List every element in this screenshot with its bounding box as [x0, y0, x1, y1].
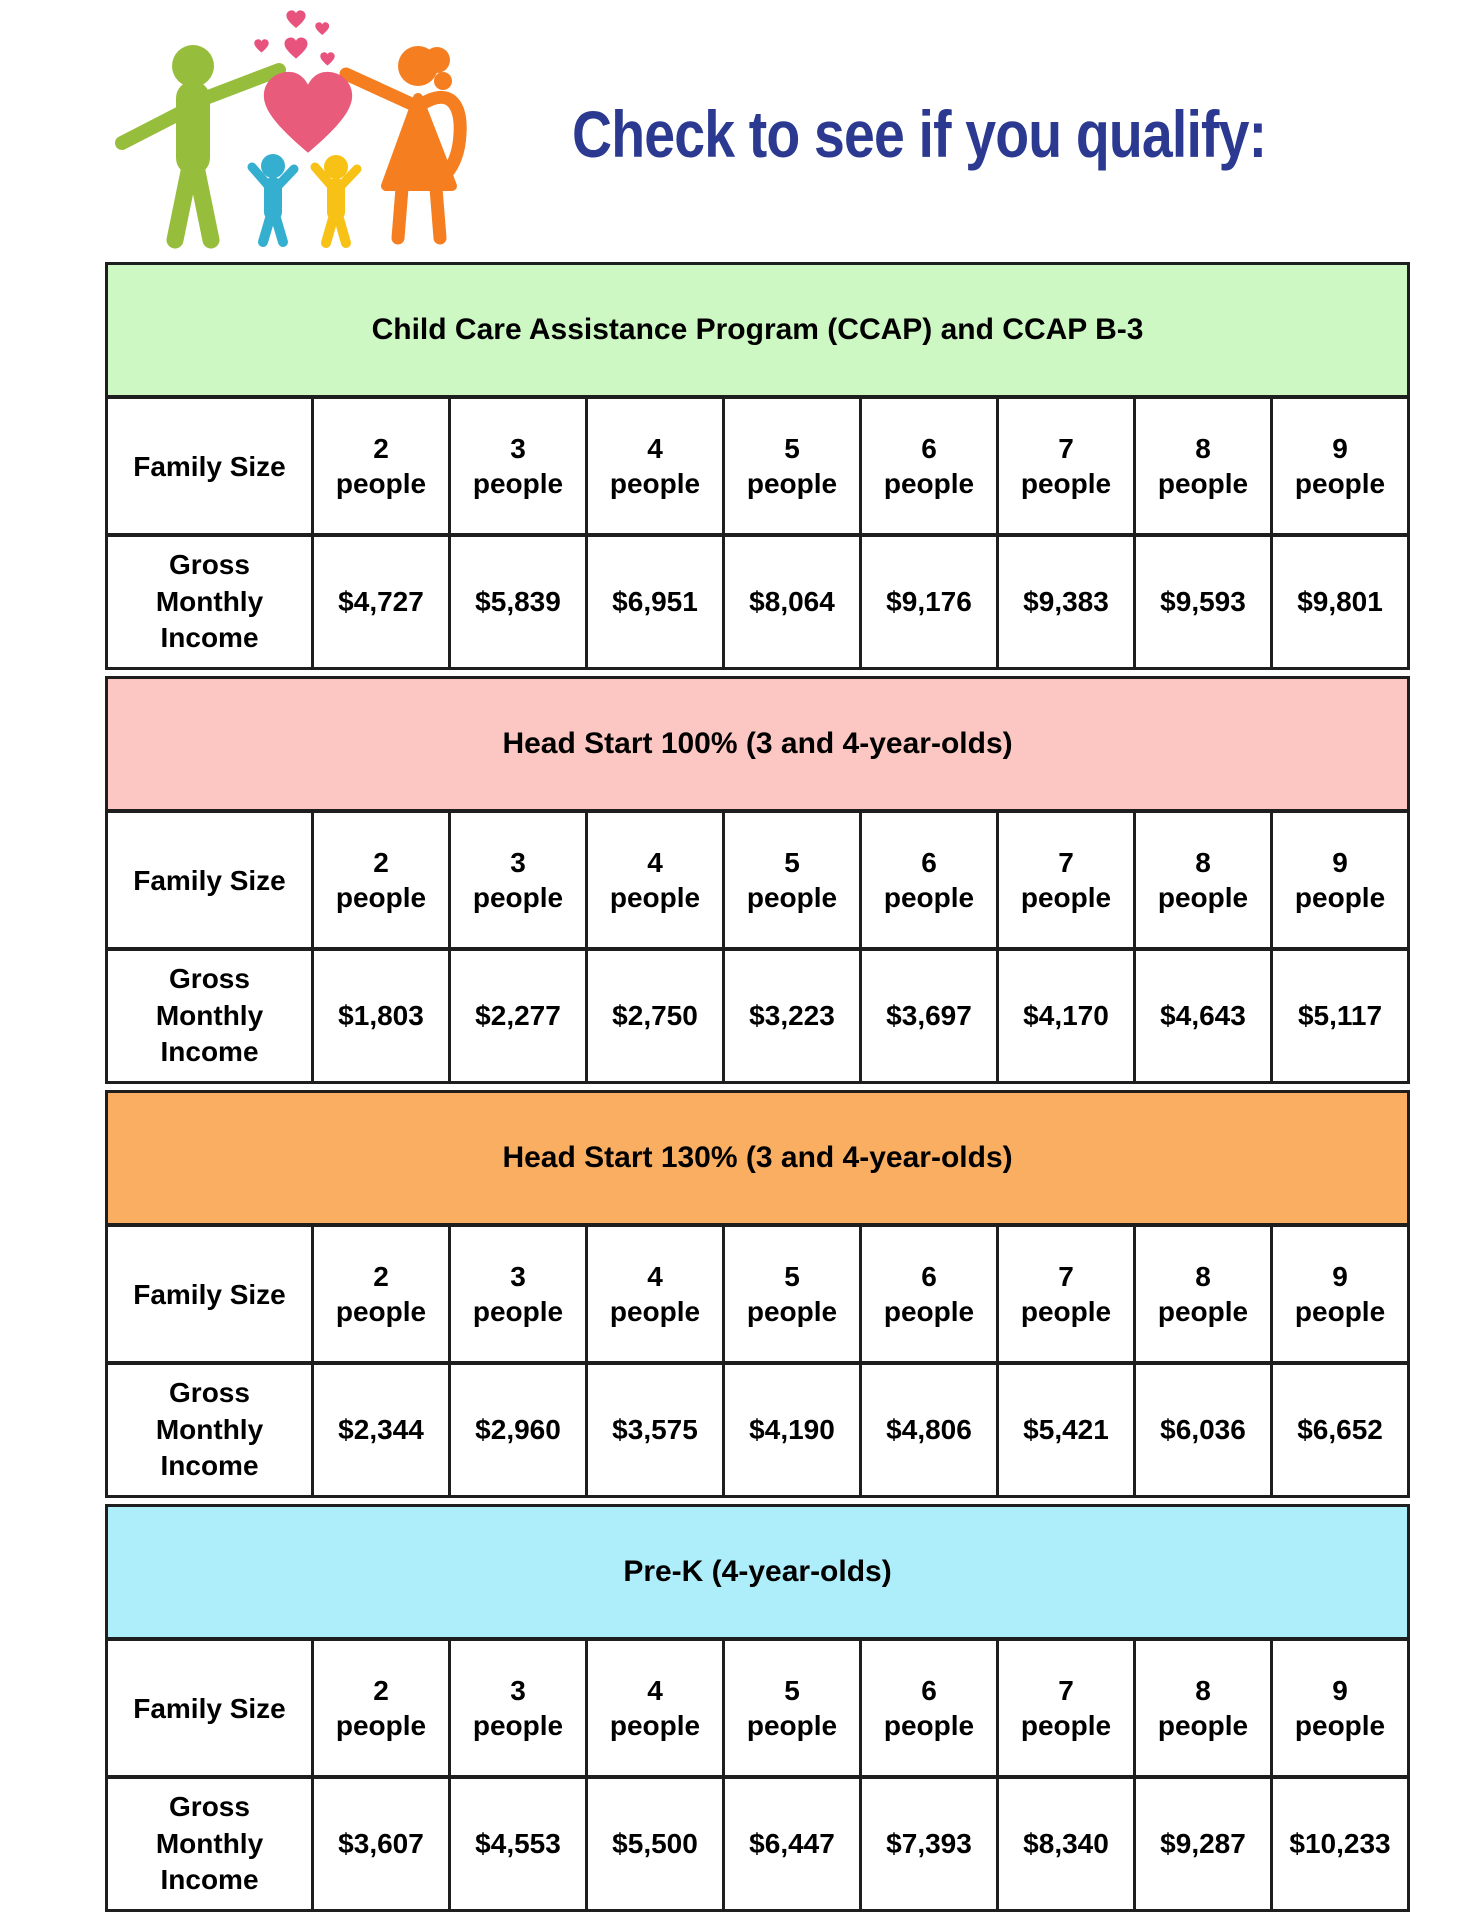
family-size-row: [107, 397, 1409, 535]
family-size-count: 2: [373, 847, 389, 878]
section-title: Pre-K (4-year-olds): [107, 1506, 1409, 1640]
income-value-cell: $4,553: [450, 1777, 587, 1911]
child-left-figure: [252, 154, 294, 242]
family-size-cell: [1135, 1639, 1272, 1777]
income-row: [107, 1363, 1409, 1497]
family-size-cell: [313, 1639, 450, 1777]
family-size-cell: [450, 1225, 587, 1363]
family-size-count: 4: [647, 1261, 663, 1292]
family-size-count: 2: [373, 433, 389, 464]
family-size-count: 9: [1332, 1261, 1348, 1292]
family-size-unit: people: [472, 1710, 564, 1741]
family-size-count: 2: [373, 1261, 389, 1292]
family-size-label: Family Size: [107, 1639, 313, 1777]
income-value-cell: $2,750: [587, 949, 724, 1083]
family-size-cell: [587, 811, 724, 949]
income-value-cell: $8,064: [724, 535, 861, 669]
family-size-cell: [724, 397, 861, 535]
family-size-count: 4: [647, 847, 663, 878]
gross-monthly-income-label: [107, 535, 313, 669]
income-value-cell: $4,727: [313, 535, 450, 669]
income-value-cell: $9,801: [1272, 535, 1409, 669]
family-size-unit: people: [1294, 468, 1386, 499]
family-size-unit: people: [609, 882, 701, 913]
family-size-unit: people: [1157, 1710, 1249, 1741]
family-size-cell: [587, 397, 724, 535]
family-size-unit: people: [472, 1296, 564, 1327]
small-hearts-icon: [254, 10, 334, 65]
section-title: Head Start 100% (3 and 4-year-olds): [107, 678, 1409, 812]
income-value-cell: $6,652: [1272, 1363, 1409, 1497]
income-value-cell: $10,233: [1272, 1777, 1409, 1911]
gross-monthly-income-text: Gross Monthly Income: [155, 963, 264, 1068]
income-value-cell: $3,223: [724, 949, 861, 1083]
family-size-count: 6: [921, 433, 937, 464]
gross-monthly-income-label: [107, 1363, 313, 1497]
family-size-cell: [313, 811, 450, 949]
family-size-count: 4: [647, 1675, 663, 1706]
family-size-cell: [1135, 397, 1272, 535]
family-size-count: 5: [784, 847, 800, 878]
qualification-tables: [105, 262, 1408, 1918]
income-value-cell: $9,287: [1135, 1777, 1272, 1911]
family-size-count: 7: [1058, 1675, 1074, 1706]
family-size-cell: [313, 1225, 450, 1363]
program-section-table: [105, 676, 1410, 1084]
family-size-count: 7: [1058, 433, 1074, 464]
family-size-count: 8: [1195, 433, 1211, 464]
family-size-cell: [724, 1639, 861, 1777]
family-size-row: [107, 811, 1409, 949]
family-size-unit: people: [1294, 1710, 1386, 1741]
family-size-count: 9: [1332, 433, 1348, 464]
family-size-count: 7: [1058, 1261, 1074, 1292]
family-size-unit: people: [335, 468, 427, 499]
family-size-cell: [724, 1225, 861, 1363]
family-size-count: 8: [1195, 1261, 1211, 1292]
income-row: [107, 535, 1409, 669]
heart-icon: [264, 72, 352, 153]
program-section-table: [105, 1090, 1410, 1498]
family-size-label: Family Size: [107, 1225, 313, 1363]
parent-left-figure: [122, 45, 279, 240]
income-value-cell: $6,951: [587, 535, 724, 669]
family-size-unit: people: [472, 468, 564, 499]
program-section-table: [105, 1504, 1410, 1912]
family-size-cell: [1272, 1225, 1409, 1363]
income-value-cell: $1,803: [313, 949, 450, 1083]
family-size-unit: people: [1157, 1296, 1249, 1327]
income-value-cell: $2,960: [450, 1363, 587, 1497]
income-value-cell: $5,839: [450, 535, 587, 669]
family-size-cell: [450, 1639, 587, 1777]
section-title: Child Care Assistance Program (CCAP) and CCAP B-3: [107, 264, 1409, 398]
income-value-cell: $4,806: [861, 1363, 998, 1497]
family-size-unit: people: [1294, 882, 1386, 913]
family-size-unit: people: [746, 468, 838, 499]
family-size-unit: people: [609, 1710, 701, 1741]
family-size-count: 7: [1058, 847, 1074, 878]
income-value-cell: $5,500: [587, 1777, 724, 1911]
family-size-unit: people: [746, 1710, 838, 1741]
gross-monthly-income-text: Gross Monthly Income: [155, 549, 264, 654]
income-value-cell: $6,036: [1135, 1363, 1272, 1497]
income-value-cell: $4,190: [724, 1363, 861, 1497]
family-size-count: 6: [921, 1261, 937, 1292]
family-size-count: 8: [1195, 847, 1211, 878]
family-size-unit: people: [609, 468, 701, 499]
family-size-count: 6: [921, 847, 937, 878]
family-size-count: 3: [510, 1261, 526, 1292]
family-size-row: [107, 1225, 1409, 1363]
parent-right-figure: [346, 46, 460, 238]
program-section-table: [105, 262, 1410, 670]
income-row: [107, 949, 1409, 1083]
family-size-cell: [1272, 811, 1409, 949]
income-value-cell: $5,117: [1272, 949, 1409, 1083]
income-value-cell: $8,340: [998, 1777, 1135, 1911]
family-size-cell: [587, 1639, 724, 1777]
family-size-unit: people: [609, 1296, 701, 1327]
section-title-row: [107, 264, 1409, 398]
child-right-figure: [315, 155, 357, 243]
family-size-cell: [587, 1225, 724, 1363]
income-value-cell: $9,593: [1135, 535, 1272, 669]
family-size-cell: [450, 811, 587, 949]
income-value-cell: $9,176: [861, 535, 998, 669]
family-size-count: 3: [510, 1675, 526, 1706]
family-size-unit: people: [1020, 1296, 1112, 1327]
family-with-hearts-logo: [96, 6, 468, 256]
family-size-cell: [313, 397, 450, 535]
section-title-row: [107, 1506, 1409, 1640]
family-size-unit: people: [335, 1710, 427, 1741]
family-size-cell: [861, 1225, 998, 1363]
family-size-cell: [724, 811, 861, 949]
family-size-unit: people: [1020, 1710, 1112, 1741]
family-size-count: 5: [784, 1261, 800, 1292]
income-value-cell: $4,643: [1135, 949, 1272, 1083]
section-title: Head Start 130% (3 and 4-year-olds): [107, 1092, 1409, 1226]
income-value-cell: $2,344: [313, 1363, 450, 1497]
family-size-count: 9: [1332, 847, 1348, 878]
family-size-unit: people: [335, 882, 427, 913]
income-value-cell: $3,697: [861, 949, 998, 1083]
family-size-cell: [861, 811, 998, 949]
family-size-count: 3: [510, 433, 526, 464]
family-size-count: 3: [510, 847, 526, 878]
family-size-unit: people: [883, 468, 975, 499]
family-size-unit: people: [746, 1296, 838, 1327]
family-size-cell: [1272, 1639, 1409, 1777]
income-value-cell: $3,575: [587, 1363, 724, 1497]
family-size-count: 2: [373, 1675, 389, 1706]
family-size-row: [107, 1639, 1409, 1777]
family-size-cell: [861, 397, 998, 535]
section-title-row: [107, 1092, 1409, 1226]
family-size-cell: [450, 397, 587, 535]
gross-monthly-income-text: Gross Monthly Income: [155, 1791, 264, 1896]
family-size-unit: people: [1294, 1296, 1386, 1327]
family-size-label: Family Size: [107, 397, 313, 535]
gross-monthly-income-label: [107, 1777, 313, 1911]
family-size-unit: people: [883, 1296, 975, 1327]
income-value-cell: $6,447: [724, 1777, 861, 1911]
family-size-count: 8: [1195, 1675, 1211, 1706]
family-size-cell: [998, 1225, 1135, 1363]
family-size-cell: [1272, 397, 1409, 535]
section-title-row: [107, 678, 1409, 812]
income-value-cell: $5,421: [998, 1363, 1135, 1497]
family-size-count: 4: [647, 433, 663, 464]
family-size-count: 5: [784, 433, 800, 464]
family-size-unit: people: [1020, 468, 1112, 499]
family-size-unit: people: [746, 882, 838, 913]
income-value-cell: $9,383: [998, 535, 1135, 669]
income-value-cell: $7,393: [861, 1777, 998, 1911]
family-size-count: 9: [1332, 1675, 1348, 1706]
family-size-unit: people: [1157, 468, 1249, 499]
page-title: Check to see if you qualify:: [572, 97, 1267, 171]
family-size-unit: people: [1020, 882, 1112, 913]
family-size-cell: [998, 397, 1135, 535]
family-size-unit: people: [883, 1710, 975, 1741]
family-size-unit: people: [472, 882, 564, 913]
income-row: [107, 1777, 1409, 1911]
family-size-cell: [1135, 1225, 1272, 1363]
family-size-count: 5: [784, 1675, 800, 1706]
family-size-cell: [861, 1639, 998, 1777]
family-size-label: Family Size: [107, 811, 313, 949]
gross-monthly-income-label: [107, 949, 313, 1083]
family-size-unit: people: [883, 882, 975, 913]
family-size-unit: people: [1157, 882, 1249, 913]
gross-monthly-income-text: Gross Monthly Income: [155, 1377, 264, 1482]
income-value-cell: $2,277: [450, 949, 587, 1083]
family-size-cell: [1135, 811, 1272, 949]
income-value-cell: $3,607: [313, 1777, 450, 1911]
family-size-count: 6: [921, 1675, 937, 1706]
family-size-unit: people: [335, 1296, 427, 1327]
income-value-cell: $4,170: [998, 949, 1135, 1083]
family-size-cell: [998, 1639, 1135, 1777]
family-size-cell: [998, 811, 1135, 949]
